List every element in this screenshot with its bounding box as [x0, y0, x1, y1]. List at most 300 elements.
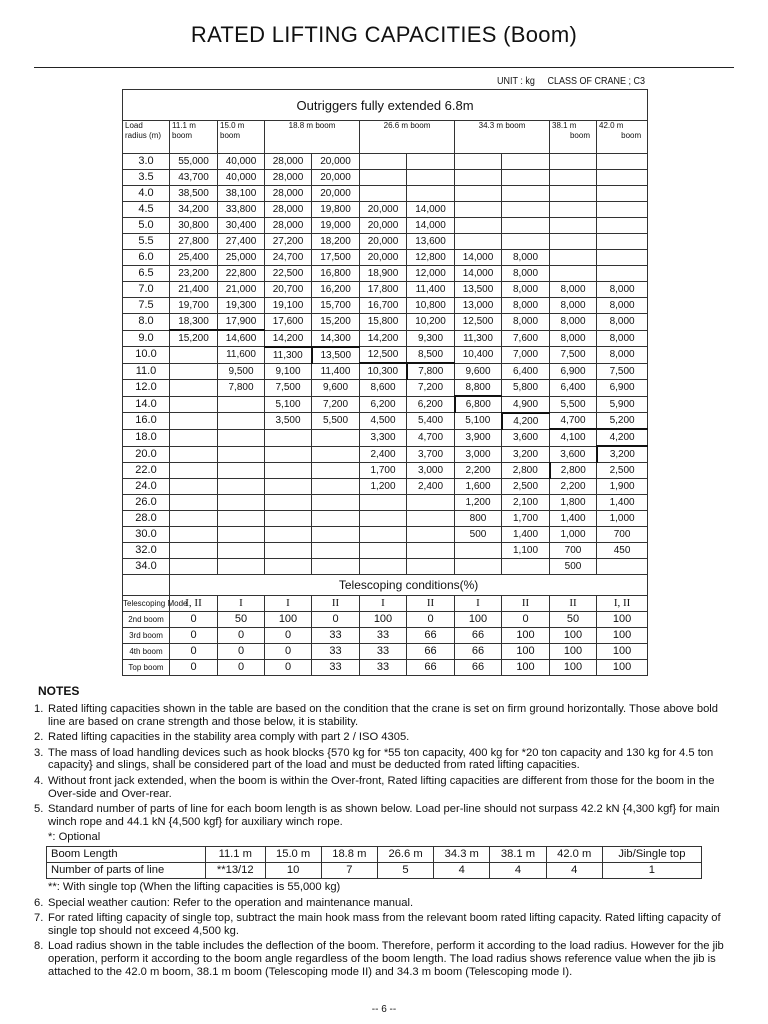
note-text: Rated lifting capacities shown in the table are based on the condition that the crane is set on firm ground horizontally. Those above bold line are based on crane strength and those below, it is stability. [48, 703, 719, 728]
section-cell: 100 [597, 628, 648, 644]
capacity-cell: 11,600 [218, 347, 265, 364]
capacity-cell: 4,200 [597, 429, 648, 446]
telescoping-mode-label: Telescoping Mode [123, 596, 170, 612]
capacity-cell: 13,500 [312, 347, 360, 364]
boom-header-15 [218, 121, 265, 154]
capacity-cell: 14,000 [407, 202, 455, 218]
section-cell: 33 [360, 628, 407, 644]
capacity-cell: 7,200 [312, 396, 360, 413]
capacity-cell: 14,000 [455, 250, 502, 266]
capacity-cell: 2,200 [550, 479, 597, 495]
capacity-cell [170, 479, 218, 495]
radius-cell: 5.5 [123, 234, 170, 250]
capacity-cell: 18,200 [312, 234, 360, 250]
capacity-cell: 20,700 [265, 282, 312, 298]
note-number: 7. [34, 912, 44, 925]
capacity-cell [407, 170, 455, 186]
section-cell: 0 [170, 612, 218, 628]
boom-word: boom [569, 131, 590, 140]
capacity-cell [502, 186, 550, 202]
telescoping-mode-row [123, 596, 648, 612]
capacity-cell: 25,000 [218, 250, 265, 266]
mode-cell: I, II [170, 596, 218, 612]
capacity-cell: 3,200 [502, 446, 550, 463]
section-cell: 0 [407, 612, 455, 628]
capacity-cell: 1,400 [597, 495, 648, 511]
capacity-cell [170, 463, 218, 479]
boom-header-11 [170, 121, 218, 154]
section-row [123, 660, 648, 676]
notes-list [34, 703, 734, 828]
capacity-cell: 1,800 [550, 495, 597, 511]
capacity-cell: 8,000 [550, 330, 597, 347]
capacity-cell [170, 429, 218, 446]
boom-length: 18.8 m [288, 121, 314, 130]
section-cell: 66 [407, 644, 455, 660]
notes-heading: NOTES [38, 684, 80, 698]
parts-cell: 1 [602, 862, 701, 878]
radius-cell: 30.0 [123, 527, 170, 543]
capacity-cell [170, 413, 218, 430]
capacity-cell: 7,500 [265, 380, 312, 397]
capacity-cell [265, 559, 312, 575]
section-row [123, 612, 648, 628]
capacity-cell [170, 527, 218, 543]
capacity-cell: 27,400 [218, 234, 265, 250]
capacity-cell [170, 559, 218, 575]
capacity-cell: 3,500 [265, 413, 312, 430]
section-cell: 100 [550, 628, 597, 644]
capacity-cell: 3,200 [597, 446, 648, 463]
capacity-cell: 8,000 [502, 314, 550, 331]
boom-length: 38.1 m [552, 121, 577, 130]
capacity-cell: 4,200 [502, 413, 550, 430]
capacity-cell [312, 446, 360, 463]
capacity-cell: 28,000 [265, 218, 312, 234]
capacity-cell: 23,200 [170, 266, 218, 282]
capacity-cell [312, 479, 360, 495]
radius-cell: 24.0 [123, 479, 170, 495]
capacity-cell: 6,800 [455, 396, 502, 413]
section-cell: 100 [455, 612, 502, 628]
parts-cell: 18.8 m [321, 846, 377, 862]
capacity-cell [502, 218, 550, 234]
boom-header-38 [550, 121, 597, 154]
capacity-row [123, 250, 648, 266]
parts-cell: Jib/Single top [602, 846, 701, 862]
capacity-cell: 27,800 [170, 234, 218, 250]
capacity-row [123, 234, 648, 250]
capacity-cell: 2,400 [407, 479, 455, 495]
capacity-cell: 8,000 [502, 282, 550, 298]
section-cell: 100 [597, 644, 648, 660]
capacity-cell: 21,000 [218, 282, 265, 298]
capacity-cell: 22,800 [218, 266, 265, 282]
capacity-cell: 11,400 [407, 282, 455, 298]
parts-cell: 4 [434, 862, 490, 878]
capacity-cell: 15,200 [170, 330, 218, 347]
capacity-cell: 8,000 [550, 298, 597, 314]
radius-cell: 32.0 [123, 543, 170, 559]
radius-cell: 20.0 [123, 446, 170, 463]
radius-cell: 26.0 [123, 495, 170, 511]
capacity-cell: 7,800 [407, 363, 455, 380]
capacity-cell [312, 527, 360, 543]
capacity-cell: 6,400 [550, 380, 597, 397]
capacity-cell: 28,000 [265, 170, 312, 186]
capacity-cell: 5,200 [597, 413, 648, 430]
capacity-cell: 24,700 [265, 250, 312, 266]
section-cell: 0 [218, 660, 265, 676]
capacity-cell: 2,400 [360, 446, 407, 463]
capacity-cell [502, 170, 550, 186]
capacity-row [123, 396, 648, 413]
capacity-cell: 11,300 [455, 330, 502, 347]
radius-cell: 3.5 [123, 170, 170, 186]
capacity-cell [455, 234, 502, 250]
radius-cell: 18.0 [123, 429, 170, 446]
capacity-cell [597, 250, 648, 266]
parts-cell: 7 [321, 862, 377, 878]
capacity-cell [265, 463, 312, 479]
capacity-cell: 500 [550, 559, 597, 575]
single-top-note: **: With single top (When the lifting capacities is 55,000 kg) [48, 880, 341, 893]
boom-word: boom [621, 131, 642, 140]
capacity-cell: 40,000 [218, 154, 265, 170]
capacity-cell: 5,500 [550, 396, 597, 413]
radius-cell: 6.0 [123, 250, 170, 266]
capacity-cell: 8,000 [502, 298, 550, 314]
boom-word: boom [220, 131, 241, 140]
note-number: 3. [34, 746, 44, 759]
capacity-row [123, 479, 648, 495]
capacity-cell [170, 511, 218, 527]
capacity-cell: 7,000 [502, 347, 550, 364]
mode-cell: I, II [597, 596, 648, 612]
capacity-cell [265, 527, 312, 543]
capacity-cell [550, 234, 597, 250]
capacity-cell: 2,100 [502, 495, 550, 511]
capacity-cell: 14,200 [360, 330, 407, 347]
capacity-cell [407, 186, 455, 202]
radius-cell: 12.0 [123, 380, 170, 397]
capacity-cell: 700 [597, 527, 648, 543]
capacity-cell: 1,200 [360, 479, 407, 495]
capacity-row [123, 347, 648, 364]
capacity-cell [170, 543, 218, 559]
capacity-cell: 11,400 [312, 363, 360, 380]
boom-header-42 [597, 121, 648, 154]
boom-length: 11.1 m [172, 121, 196, 130]
capacity-cell: 6,900 [550, 363, 597, 380]
capacity-cell [218, 559, 265, 575]
capacity-cell: 19,300 [218, 298, 265, 314]
notes-list-after [34, 897, 734, 979]
capacity-cell [218, 463, 265, 479]
capacity-cell [265, 511, 312, 527]
note-item [34, 731, 734, 744]
capacity-cell [550, 250, 597, 266]
capacity-cell: 20,000 [312, 154, 360, 170]
capacity-cell: 1,000 [550, 527, 597, 543]
capacity-cell [218, 446, 265, 463]
section-cell: 66 [455, 628, 502, 644]
parts-row-boom-length [47, 846, 702, 862]
capacity-cell: 4,100 [550, 429, 597, 446]
capacity-cell: 15,700 [312, 298, 360, 314]
capacity-cell: 5,100 [455, 413, 502, 430]
capacity-cell: 7,500 [550, 347, 597, 364]
capacity-cell: 1,100 [502, 543, 550, 559]
notes-section [34, 703, 734, 981]
note-number: 2. [34, 731, 44, 744]
capacity-cell: 2,500 [502, 479, 550, 495]
boom-length: 42.0 m [599, 121, 624, 130]
capacity-cell [455, 202, 502, 218]
capacity-cell [455, 543, 502, 559]
section-cell: 0 [170, 644, 218, 660]
capacity-cell: 9,600 [455, 363, 502, 380]
radius-cell: 34.0 [123, 559, 170, 575]
capacity-cell [597, 202, 648, 218]
parts-cell: 11.1 m [206, 846, 266, 862]
capacity-cell: 1,900 [597, 479, 648, 495]
capacity-row [123, 266, 648, 282]
capacity-cell: 14,000 [407, 218, 455, 234]
capacity-cell [218, 396, 265, 413]
capacity-row [123, 527, 648, 543]
capacity-cell: 8,000 [597, 314, 648, 331]
capacity-cell [312, 463, 360, 479]
capacity-cell: 9,500 [218, 363, 265, 380]
capacity-cell: 6,200 [407, 396, 455, 413]
boom-word: boom [410, 121, 431, 130]
capacity-cell: 3,000 [455, 446, 502, 463]
capacity-cell [407, 154, 455, 170]
boom-length: 34.3 m [478, 121, 504, 130]
mode-cell: II [407, 596, 455, 612]
capacity-row [123, 511, 648, 527]
capacity-cell: 17,500 [312, 250, 360, 266]
capacity-cell [455, 218, 502, 234]
capacity-cell: 14,600 [218, 330, 265, 347]
capacity-cell: 3,600 [502, 429, 550, 446]
capacity-cell: 17,800 [360, 282, 407, 298]
section-cell: 66 [407, 628, 455, 644]
parts-cell: 42.0 m [546, 846, 602, 862]
capacity-cell: 5,400 [407, 413, 455, 430]
section-row [123, 644, 648, 660]
section-cell: 100 [502, 628, 550, 644]
parts-cell: 26.6 m [377, 846, 433, 862]
section-label: Top boom [123, 660, 170, 676]
capacity-cell: 20,000 [360, 218, 407, 234]
radius-cell: 14.0 [123, 396, 170, 413]
capacity-cell: 7,500 [597, 363, 648, 380]
capacity-cell: 12,500 [455, 314, 502, 331]
capacity-cell: 8,000 [597, 282, 648, 298]
capacity-cell [218, 543, 265, 559]
capacity-cell [550, 202, 597, 218]
capacity-cell: 38,500 [170, 186, 218, 202]
section-cell: 66 [455, 660, 502, 676]
capacity-cell [502, 154, 550, 170]
capacity-cell: 8,600 [360, 380, 407, 397]
note-text: Without front jack extended, when the boom is within the Over-front, Rated lifting capacities are different from those for the boom in the Over-side and Over-rear. [48, 774, 715, 800]
capacity-cell [218, 413, 265, 430]
capacity-cell: 10,400 [455, 347, 502, 364]
capacity-cell [597, 186, 648, 202]
capacity-cell: 6,200 [360, 396, 407, 413]
capacity-row [123, 446, 648, 463]
load-radius-header [123, 121, 170, 154]
note-number: 4. [34, 774, 44, 787]
capacity-cell [550, 266, 597, 282]
capacity-cell: 8,000 [550, 282, 597, 298]
capacity-cell: 19,700 [170, 298, 218, 314]
capacity-cell: 18,300 [170, 314, 218, 331]
section-cell: 66 [455, 644, 502, 660]
capacity-cell: 8,000 [550, 314, 597, 331]
capacity-row [123, 413, 648, 430]
radius-cell: 10.0 [123, 347, 170, 364]
unit-text: UNIT : kg [497, 76, 535, 87]
capacity-row [123, 429, 648, 446]
capacity-cell [360, 495, 407, 511]
capacity-cell [170, 380, 218, 397]
boom-length: 26.6 m [383, 121, 409, 130]
capacity-cell [265, 429, 312, 446]
section-cell: 33 [360, 644, 407, 660]
note-text: For rated lifting capacity of single top, subtract the main hook mass from the relevant boom rated lifting capacity. Rated lifting capacity of single top should not exceed 4,500 kg. [48, 912, 721, 937]
capacity-cell [218, 429, 265, 446]
note-text: Standard number of parts of line for each boom length is as shown below. Load per-line should not surpass 42.2 kN {4,300 kgf} for main winch rope and 44.1 kN {4,500 kgf} for auxiliary winch rope. [48, 803, 720, 828]
capacity-cell: 9,100 [265, 363, 312, 380]
capacity-cell [597, 170, 648, 186]
capacity-cell: 800 [455, 511, 502, 527]
note-item [34, 897, 734, 910]
capacity-cell: 8,800 [455, 380, 502, 397]
title-rule [34, 67, 734, 68]
capacity-cell: 20,000 [360, 234, 407, 250]
radius-cell: 9.0 [123, 330, 170, 347]
capacity-row [123, 330, 648, 347]
mode-cell: II [312, 596, 360, 612]
capacity-cell [550, 170, 597, 186]
section-cell: 33 [312, 628, 360, 644]
capacity-cell: 1,000 [597, 511, 648, 527]
capacity-row [123, 186, 648, 202]
radius-cell: 28.0 [123, 511, 170, 527]
capacity-cell [407, 511, 455, 527]
parts-cell: 4 [490, 862, 546, 878]
capacity-cell: 13,000 [455, 298, 502, 314]
capacity-cell [312, 511, 360, 527]
section-cell: 0 [218, 644, 265, 660]
capacity-cell [218, 527, 265, 543]
note-item [34, 803, 734, 828]
capacity-row [123, 154, 648, 170]
capacity-cell: 4,700 [407, 429, 455, 446]
capacity-cell [312, 429, 360, 446]
section-label: 4th boom [123, 644, 170, 660]
radius-cell: 22.0 [123, 463, 170, 479]
capacity-cell: 3,700 [407, 446, 455, 463]
note-number: 8. [34, 940, 44, 953]
capacity-cell: 3,600 [550, 446, 597, 463]
note-number: 6. [34, 896, 44, 909]
capacity-cell: 55,000 [170, 154, 218, 170]
capacity-cell: 17,900 [218, 314, 265, 331]
parts-cell: 38.1 m [490, 846, 546, 862]
parts-cell: 10 [265, 862, 321, 878]
section-cell: 0 [170, 628, 218, 644]
capacity-cell: 7,800 [218, 380, 265, 397]
parts-row-number [47, 862, 702, 878]
capacity-cell: 40,000 [218, 170, 265, 186]
parts-cell: 5 [377, 862, 433, 878]
section-cell: 100 [597, 660, 648, 676]
capacity-cell: 8,000 [502, 266, 550, 282]
capacity-cell [455, 559, 502, 575]
capacity-cell: 3,900 [455, 429, 502, 446]
capacity-cell [455, 186, 502, 202]
capacity-cell: 14,300 [312, 330, 360, 347]
note-number: 1. [34, 703, 44, 715]
capacity-cell [265, 495, 312, 511]
capacity-cell: 16,800 [312, 266, 360, 282]
capacity-cell [597, 266, 648, 282]
mode-cell: I [265, 596, 312, 612]
capacity-row [123, 380, 648, 397]
capacity-cell: 1,700 [502, 511, 550, 527]
capacity-cell: 5,900 [597, 396, 648, 413]
boom-header-26 [360, 121, 455, 154]
capacity-table [122, 89, 648, 676]
section-cell: 50 [550, 612, 597, 628]
capacity-cell [312, 559, 360, 575]
capacity-cell [170, 396, 218, 413]
capacity-cell: 16,700 [360, 298, 407, 314]
capacity-cell [265, 543, 312, 559]
capacity-cell: 21,400 [170, 282, 218, 298]
capacity-cell: 3,300 [360, 429, 407, 446]
capacity-cell [170, 347, 218, 364]
capacity-cell: 5,100 [265, 396, 312, 413]
capacity-cell: 11,300 [265, 347, 312, 364]
capacity-cell: 1,400 [502, 527, 550, 543]
section-cell: 0 [265, 660, 312, 676]
capacity-row [123, 218, 648, 234]
section-cell: 33 [360, 660, 407, 676]
capacity-cell [360, 559, 407, 575]
capacity-cell [265, 479, 312, 495]
capacity-cell [455, 170, 502, 186]
optional-note: *: Optional [48, 831, 101, 844]
note-item [34, 912, 734, 937]
capacity-cell: 10,800 [407, 298, 455, 314]
capacity-cell [407, 495, 455, 511]
note-item [34, 940, 734, 978]
capacity-cell [597, 218, 648, 234]
note-text: The mass of load handling devices such as hook blocks {570 kg for *55 ton capacity, 400 kg for *20 ton capacity and 130 kg for 4.5 ton capacity} and slings, shall be considered part of the load and must be deducted from rated lifting capacities. [48, 746, 714, 772]
section-cell: 100 [550, 660, 597, 676]
capacity-cell: 14,200 [265, 330, 312, 347]
section-label: 2nd boom [123, 612, 170, 628]
capacity-cell: 12,800 [407, 250, 455, 266]
capacity-row [123, 298, 648, 314]
capacity-cell [455, 154, 502, 170]
